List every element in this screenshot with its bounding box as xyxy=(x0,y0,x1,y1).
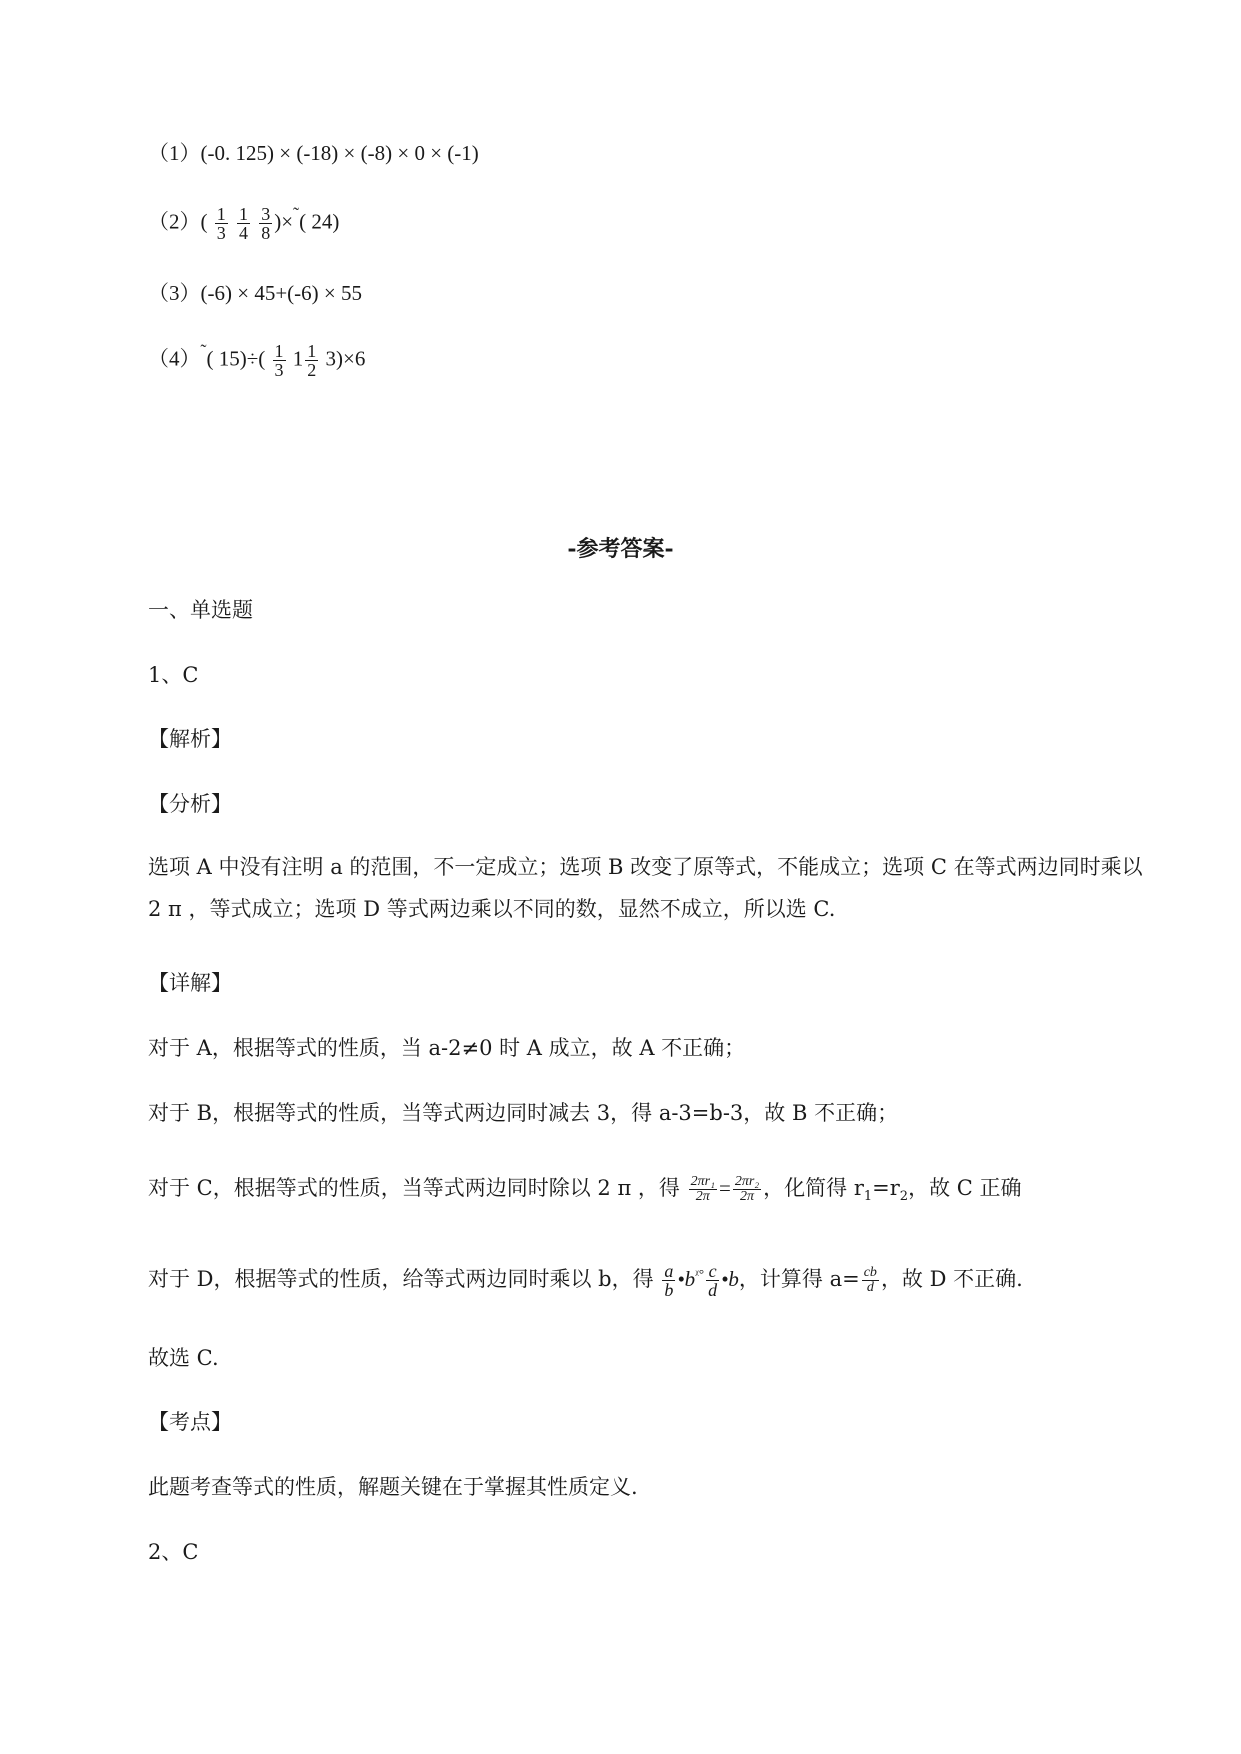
fraction: $\frac{\text{2πr₁}}{2\pi}$ xyxy=(690,1174,715,1204)
detail-label: 【详解】 xyxy=(148,971,232,995)
problem-2 xyxy=(148,205,339,242)
product-term: •b xyxy=(677,1267,696,1291)
line-text: ，化简得 r xyxy=(763,1176,864,1200)
problem-1 xyxy=(148,138,479,168)
problem-4 xyxy=(148,342,365,379)
analysis-text: 选项 A 中没有注明 a 的范围，不一定成立；选项 B 改变了原等式，不能成立；选项 C 在等式两边同时乘以 2 π ，等式成立；选项 D 等式两边乘以不同的数，显然不成立，所以选 C. xyxy=(148,855,1143,921)
fraction: $\frac{1}{3}$ xyxy=(216,204,226,243)
section-heading: 一、单选题 xyxy=(148,598,253,622)
problem-3 xyxy=(148,278,362,308)
problem-number: （3） xyxy=(148,281,201,305)
question-answer: 2、C xyxy=(148,1540,199,1564)
line-text: =r xyxy=(872,1176,900,1200)
fraction: $\frac{3}{8}$ xyxy=(261,204,271,243)
analysis-label: 【解析】 xyxy=(148,727,232,751)
detail-line-a: 对于 A，根据等式的性质，当 a-2≠0 时 A 成立，故 A 不正确； xyxy=(148,1036,746,1060)
garbled-symbol: ᵡ° xyxy=(695,1266,705,1281)
equals-sign: = xyxy=(718,1176,731,1200)
key-point-label: 【考点】 xyxy=(148,1410,232,1434)
question-answer: 1、C xyxy=(148,663,199,687)
fraction: $\frac{1}{4}$ xyxy=(239,204,248,243)
operand: ( 24) xyxy=(299,209,340,234)
operand: ( 15)÷( xyxy=(206,346,266,371)
key-point-text: 此题考查等式的性质，解题关键在于掌握其性质定义. xyxy=(148,1475,638,1499)
fraction: $\frac{cb}{d}$ xyxy=(863,1265,877,1295)
product-term: •b xyxy=(721,1267,739,1291)
operand: 3)×6 xyxy=(320,346,366,371)
problem-number: （4） xyxy=(148,346,201,371)
answer-title: -参考答案- xyxy=(567,536,674,562)
line-text: 对于 C，根据等式的性质，当等式两边同时除以 2 π ，得 xyxy=(148,1176,680,1200)
line-text: 对于 D，根据等式的性质，给等式两边同时乘以 b，得 xyxy=(148,1267,654,1291)
fraction: $\frac{1}{2}$ xyxy=(307,341,317,380)
whole-number: 1 xyxy=(292,346,304,371)
analysis-sub-label: 【分析】 xyxy=(148,792,232,816)
detail-line-d xyxy=(148,1262,1023,1299)
problem-expression: (-6) × 45+(-6) × 55 xyxy=(200,281,362,305)
detail-line-c xyxy=(148,1173,1022,1212)
detail-line-b: 对于 B，根据等式的性质，当等式两边同时减去 3，得 a-3=b-3，故 B 不正确； xyxy=(148,1101,899,1125)
problem-number: （2） xyxy=(148,209,201,234)
line-text: ，故 D 不正确. xyxy=(880,1267,1023,1291)
fraction: $\frac{1}{3}$ xyxy=(274,341,284,380)
operator: )× xyxy=(274,209,294,234)
line-text: ，计算得 a= xyxy=(738,1267,860,1291)
fraction: $\frac{a}{b}$ xyxy=(664,1261,674,1300)
subscript: 1 xyxy=(863,1189,873,1205)
problem-expression: (-0. 125) × (-18) × (-8) × 0 × (-1) xyxy=(200,141,479,165)
conclusion: 故选 C. xyxy=(148,1346,219,1370)
fraction: $\frac{\text{2πr₂}}{2\pi}$ xyxy=(734,1174,760,1204)
tilde-mark: ˜ xyxy=(200,341,207,362)
fraction: $\frac{c}{d}$ xyxy=(708,1261,718,1300)
paren-open: ( xyxy=(200,209,208,234)
problem-number: （1） xyxy=(148,141,201,165)
subscript: 2 xyxy=(899,1189,909,1205)
line-text: ，故 C 正确 xyxy=(908,1176,1022,1200)
tilde-mark: ˜ xyxy=(293,204,300,225)
